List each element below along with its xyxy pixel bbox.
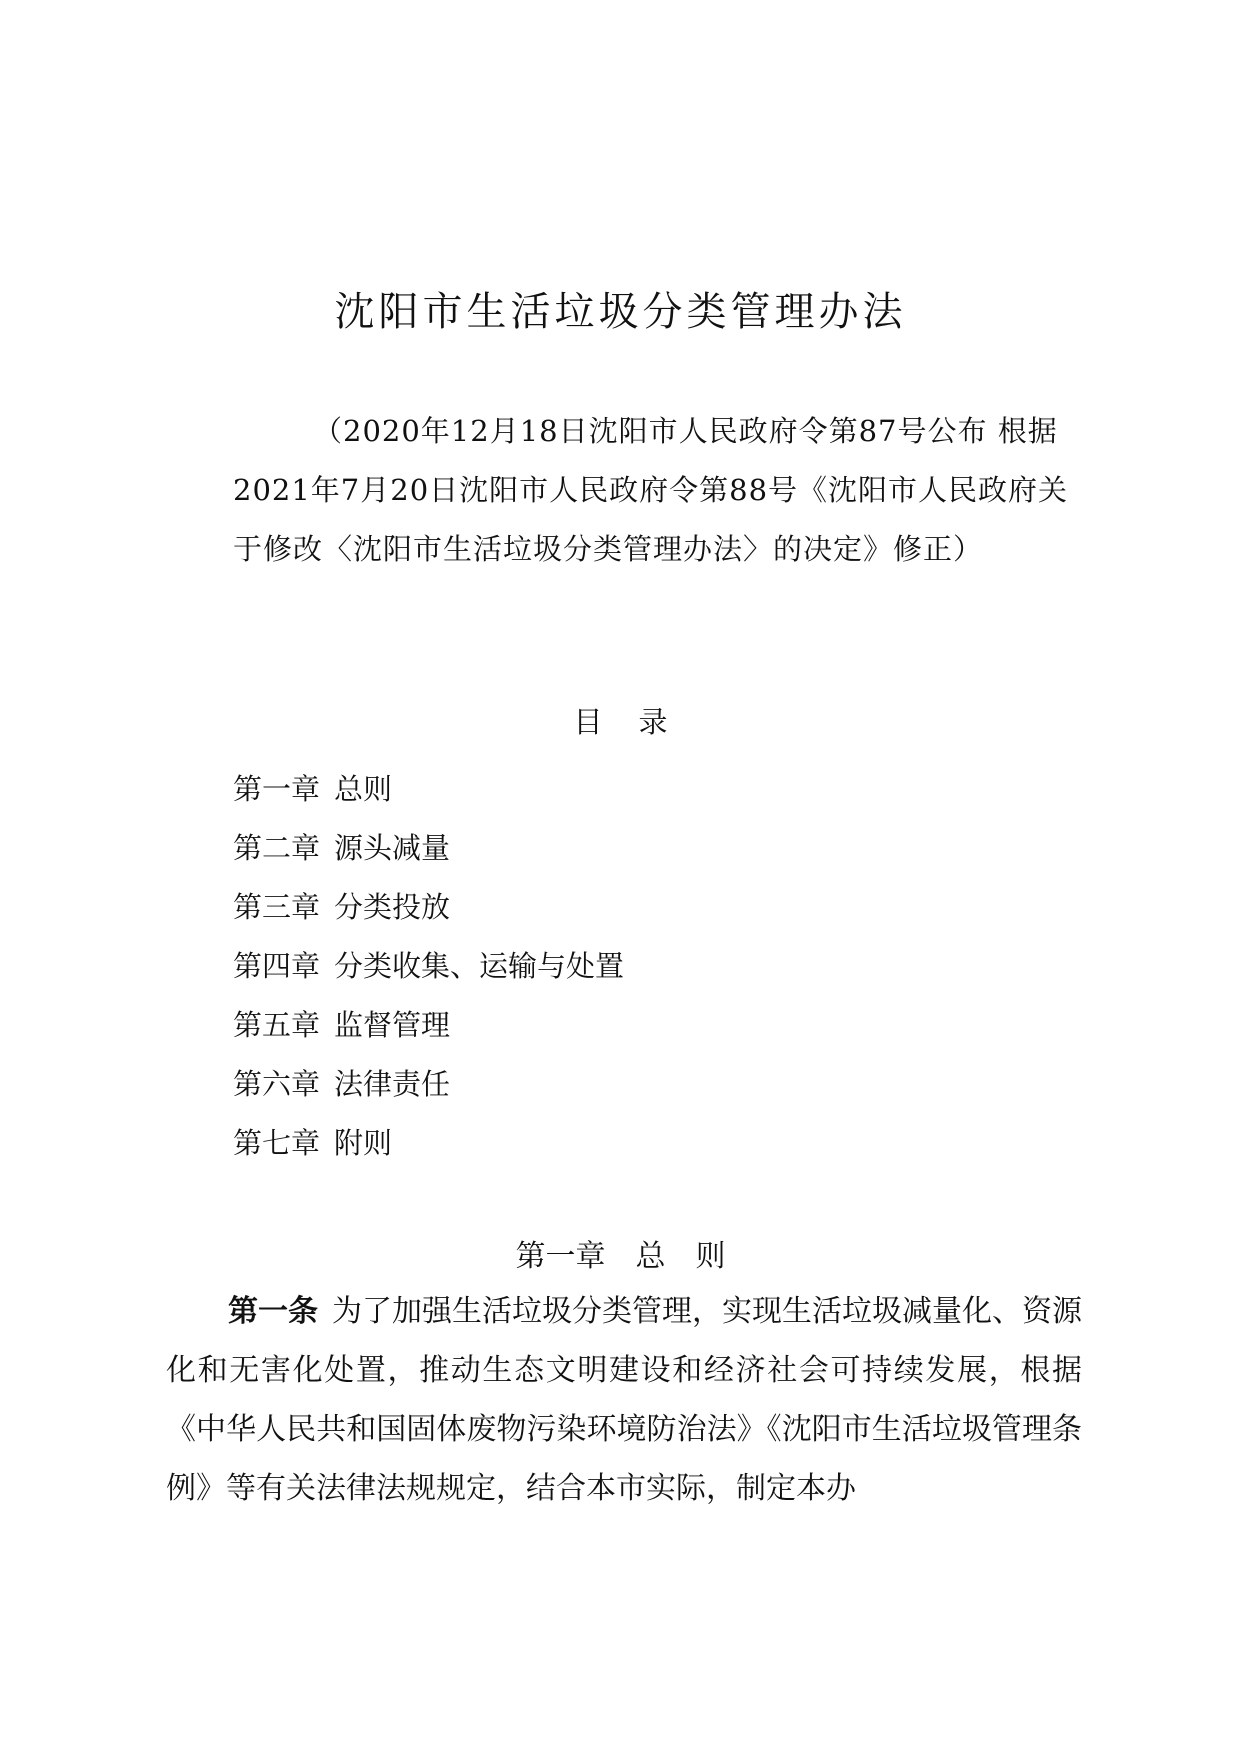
toc-item-number: 第四章 <box>233 949 321 983</box>
toc-item-1 <box>233 760 624 819</box>
chapter-number: 第一章 <box>515 1239 606 1274</box>
toc-item-label: 总则 <box>334 772 393 806</box>
toc-item-number: 第六章 <box>233 1067 321 1101</box>
promulgation-note: （2020年12月18日沈阳市人民政府令第87号公布 根据2021年7月20日沈阳市人民政府令第88号《沈阳市人民政府关于修改〈沈阳市生活垃圾分类管理办法〉的决定》修正） <box>233 414 1069 566</box>
toc-item-6 <box>233 1055 624 1114</box>
toc-item-2 <box>233 819 624 878</box>
toc-item-label: 监督管理 <box>334 1008 451 1042</box>
toc-item-5 <box>233 996 624 1055</box>
article-1 <box>166 1282 1082 1518</box>
chapter-name-char: 则 <box>695 1239 726 1274</box>
toc-item-label: 附则 <box>334 1126 393 1160</box>
toc-heading-char: 录 <box>638 705 668 739</box>
table-of-contents <box>233 760 624 1173</box>
toc-item-label: 法律责任 <box>334 1067 451 1101</box>
chapter-name-char: 总 <box>635 1239 666 1274</box>
article-label: 第一条 <box>228 1294 318 1329</box>
toc-item-number: 第七章 <box>233 1126 321 1160</box>
toc-item-label: 分类收集、运输与处置 <box>334 949 625 983</box>
toc-item-number: 第五章 <box>233 1008 321 1042</box>
toc-heading-char: 目 <box>573 705 603 739</box>
toc-item-4 <box>233 937 624 996</box>
toc-item-3 <box>233 878 624 937</box>
chapter-heading <box>0 1232 1241 1282</box>
toc-item-number: 第二章 <box>233 831 321 865</box>
toc-heading <box>0 702 1241 742</box>
toc-item-number: 第三章 <box>233 890 321 924</box>
toc-item-number: 第一章 <box>233 772 321 806</box>
toc-item-label: 分类投放 <box>334 890 451 924</box>
article-text: 为了加强生活垃圾分类管理，实现生活垃圾减量化、资源化和无害化处置，推动生态文明建设和经济社会可持续发展，根据《中华人民共和国固体废物污染环境防治法》《沈阳市生活垃圾管理条例》等有关法律法规规定，结合本市实际，制定本办 <box>166 1294 1082 1506</box>
toc-item-7 <box>233 1114 624 1173</box>
document-title: 沈阳市生活垃圾分类管理办法 <box>334 289 907 335</box>
toc-item-label: 源头减量 <box>334 831 451 865</box>
